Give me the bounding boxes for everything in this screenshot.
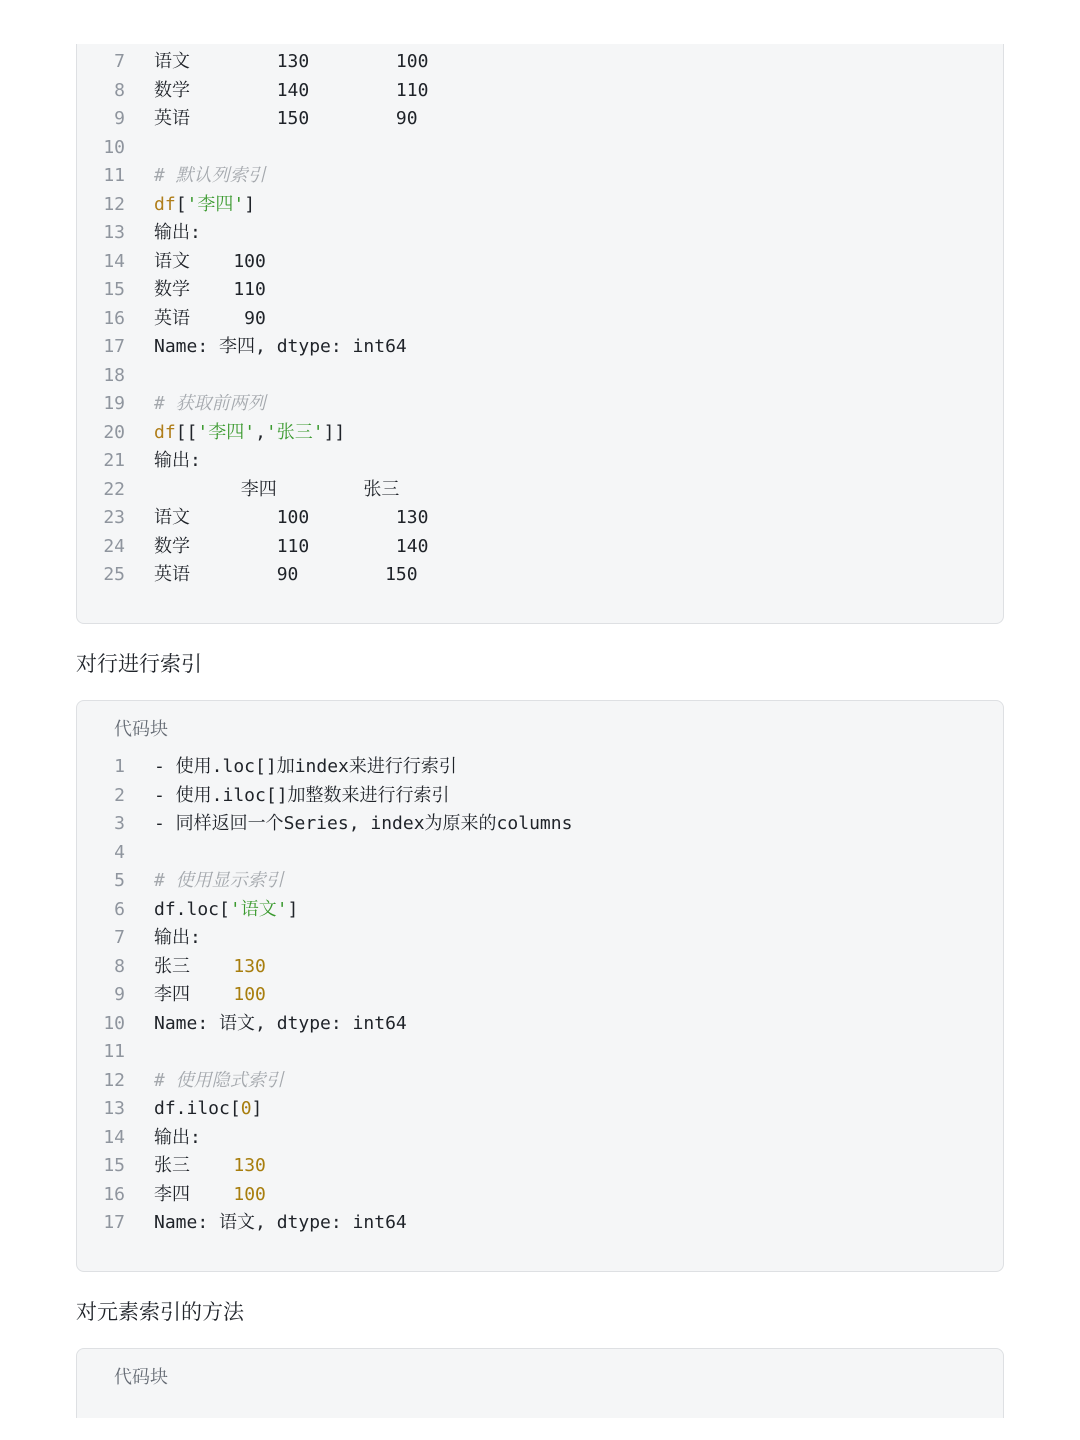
line-number: 9 [114, 984, 125, 1005]
code-comment: # 默认列索引 [154, 165, 266, 186]
code-lines [77, 48, 1003, 590]
code-token: df.loc[ [154, 898, 230, 920]
code-block-row-index [76, 700, 1004, 1272]
code-text [154, 191, 255, 220]
code-text [154, 953, 266, 982]
code-line [77, 1152, 1003, 1181]
code-token: 语文 100 [154, 250, 266, 272]
code-text [154, 333, 407, 362]
code-token: Name: 李四, dtype: int64 [154, 336, 407, 357]
code-token: 张三 [154, 1155, 234, 1176]
code-number: 100 [233, 984, 266, 1005]
code-token: 输出: [154, 927, 201, 948]
code-line [77, 390, 1003, 419]
code-line [77, 219, 1003, 248]
line-number: 24 [103, 535, 125, 557]
code-token: ] [287, 898, 299, 920]
code-text [154, 981, 266, 1010]
code-line [77, 77, 1003, 106]
code-string: '语文' [229, 898, 288, 920]
code-text [154, 753, 457, 782]
line-number: 6 [114, 898, 125, 920]
line-number: 13 [103, 222, 125, 243]
code-line [77, 867, 1003, 896]
line-number: 14 [103, 250, 125, 272]
line-number: 15 [103, 279, 125, 300]
line-number: 3 [114, 813, 125, 834]
code-line [77, 1124, 1003, 1153]
code-line [77, 162, 1003, 191]
code-text [154, 533, 428, 562]
line-number: 17 [103, 336, 125, 357]
line-number: 11 [103, 165, 125, 186]
code-line [77, 1010, 1003, 1039]
code-lines [77, 753, 1003, 1238]
code-token: ]] [323, 421, 346, 443]
line-number: 5 [114, 870, 125, 891]
code-number: 130 [233, 1155, 266, 1176]
code-text [154, 1181, 266, 1210]
code-token: 语文 100 130 [154, 507, 429, 528]
code-text [154, 896, 298, 925]
line-number: 18 [103, 364, 125, 386]
code-token: ] [251, 1098, 263, 1119]
code-line [77, 1038, 1003, 1067]
code-string: '张三' [265, 421, 324, 443]
line-number: 16 [103, 1183, 125, 1205]
code-token: df.iloc[ [154, 1098, 241, 1119]
code-token: [[ [175, 421, 198, 443]
code-text [154, 305, 266, 334]
code-text [154, 1067, 284, 1096]
code-token: 英语 90 150 [154, 564, 418, 585]
code-block-column-index [76, 44, 1004, 624]
line-number: 15 [103, 1155, 125, 1176]
code-text [154, 561, 418, 590]
code-line [77, 1067, 1003, 1096]
line-number: 12 [103, 1069, 125, 1091]
code-block-label: 代码块 [114, 1367, 168, 1388]
code-line [77, 48, 1003, 77]
code-token: 输出: [154, 1126, 201, 1148]
code-token: 张三 [154, 955, 234, 977]
code-line [77, 953, 1003, 982]
code-comment: # 使用隐式索引 [154, 1069, 284, 1091]
code-text [154, 476, 399, 505]
code-number: 100 [233, 1183, 266, 1205]
line-number: 23 [103, 507, 125, 528]
code-line [77, 276, 1003, 305]
code-token: 输出: [154, 222, 201, 243]
line-number: 25 [103, 564, 125, 585]
code-string: '李四' [197, 421, 256, 443]
code-line [77, 419, 1003, 448]
code-line [77, 1209, 1003, 1238]
line-number: 17 [103, 1212, 125, 1233]
code-text [154, 1124, 201, 1153]
code-comment: # 获取前两列 [154, 393, 266, 414]
code-token: , [255, 421, 266, 443]
code-line [77, 105, 1003, 134]
code-block-label: 代码块 [114, 719, 168, 740]
code-line [77, 810, 1003, 839]
code-comment: # 使用显示索引 [154, 870, 284, 891]
code-token: 李四 [154, 984, 234, 1005]
code-token: 数学 110 [154, 279, 266, 300]
line-number: 20 [103, 421, 125, 443]
code-line [77, 333, 1003, 362]
code-token: 英语 150 90 [154, 108, 418, 129]
code-number: 130 [233, 955, 266, 977]
code-line [77, 753, 1003, 782]
code-token: Name: 语文, dtype: int64 [154, 1012, 407, 1034]
code-line [77, 896, 1003, 925]
code-line [77, 134, 1003, 163]
code-text [154, 162, 266, 191]
code-line [77, 533, 1003, 562]
code-block-element-index [76, 1348, 1004, 1418]
line-number: 7 [114, 927, 125, 948]
code-text [154, 867, 284, 896]
code-text [154, 504, 428, 533]
line-number: 9 [114, 108, 125, 129]
line-number: 21 [103, 450, 125, 471]
code-line [77, 504, 1003, 533]
code-text [154, 1152, 266, 1181]
section-title-row-index: 对行进行索引 [76, 652, 202, 676]
code-text [154, 782, 450, 811]
code-token: 李四 张三 [154, 478, 400, 500]
line-number: 8 [114, 955, 125, 977]
line-number: 19 [103, 393, 125, 414]
code-text [154, 390, 266, 419]
code-line [77, 248, 1003, 277]
code-token: 输出: [154, 450, 201, 471]
code-token: 英语 90 [154, 307, 266, 329]
code-line [77, 191, 1003, 220]
code-text [154, 77, 428, 106]
code-text [154, 248, 266, 277]
code-text [154, 276, 266, 305]
code-line [77, 362, 1003, 391]
code-token: 数学 140 110 [154, 79, 429, 101]
code-number: 0 [240, 1098, 252, 1119]
code-token: - 使用.iloc[]加整数来进行行索引 [154, 784, 450, 806]
line-number: 10 [103, 1012, 125, 1034]
code-line [77, 1095, 1003, 1124]
line-number: 4 [114, 841, 125, 863]
code-text [154, 105, 418, 134]
code-line [77, 476, 1003, 505]
code-token: Name: 语文, dtype: int64 [154, 1212, 407, 1233]
code-text [154, 447, 201, 476]
code-text [154, 924, 201, 953]
line-number: 10 [103, 136, 125, 158]
code-line [77, 782, 1003, 811]
code-line [77, 1181, 1003, 1210]
code-text [154, 810, 572, 839]
line-number: 14 [103, 1126, 125, 1148]
code-token: 语文 130 100 [154, 51, 429, 72]
line-number: 11 [103, 1041, 125, 1062]
code-token: - 使用.loc[]加index来进行行索引 [154, 756, 457, 777]
code-token: 李四 [154, 1183, 234, 1205]
line-number: 12 [103, 193, 125, 215]
line-number: 1 [114, 756, 125, 777]
code-line [77, 924, 1003, 953]
line-number: 7 [114, 51, 125, 72]
code-token: - 同样返回一个Series, index为原来的columns [154, 813, 573, 834]
code-text [154, 1010, 407, 1039]
code-text [154, 1095, 262, 1124]
line-number: 8 [114, 79, 125, 101]
code-line [77, 981, 1003, 1010]
line-number: 13 [103, 1098, 125, 1119]
code-text [154, 419, 345, 448]
code-string: '李四' [186, 193, 245, 215]
section-title-element-index: 对元素索引的方法 [76, 1300, 244, 1324]
line-number: 16 [103, 307, 125, 329]
code-token: 数学 110 140 [154, 535, 429, 557]
code-token: df [154, 421, 176, 443]
code-line [77, 305, 1003, 334]
code-line [77, 839, 1003, 868]
line-number: 22 [103, 478, 125, 500]
code-line [77, 447, 1003, 476]
code-text [154, 1209, 407, 1238]
line-number: 2 [114, 784, 125, 806]
code-line [77, 561, 1003, 590]
code-token: [ [175, 193, 187, 215]
code-text [154, 219, 201, 248]
code-token: df [154, 193, 176, 215]
code-text [154, 48, 428, 77]
code-token: ] [244, 193, 256, 215]
